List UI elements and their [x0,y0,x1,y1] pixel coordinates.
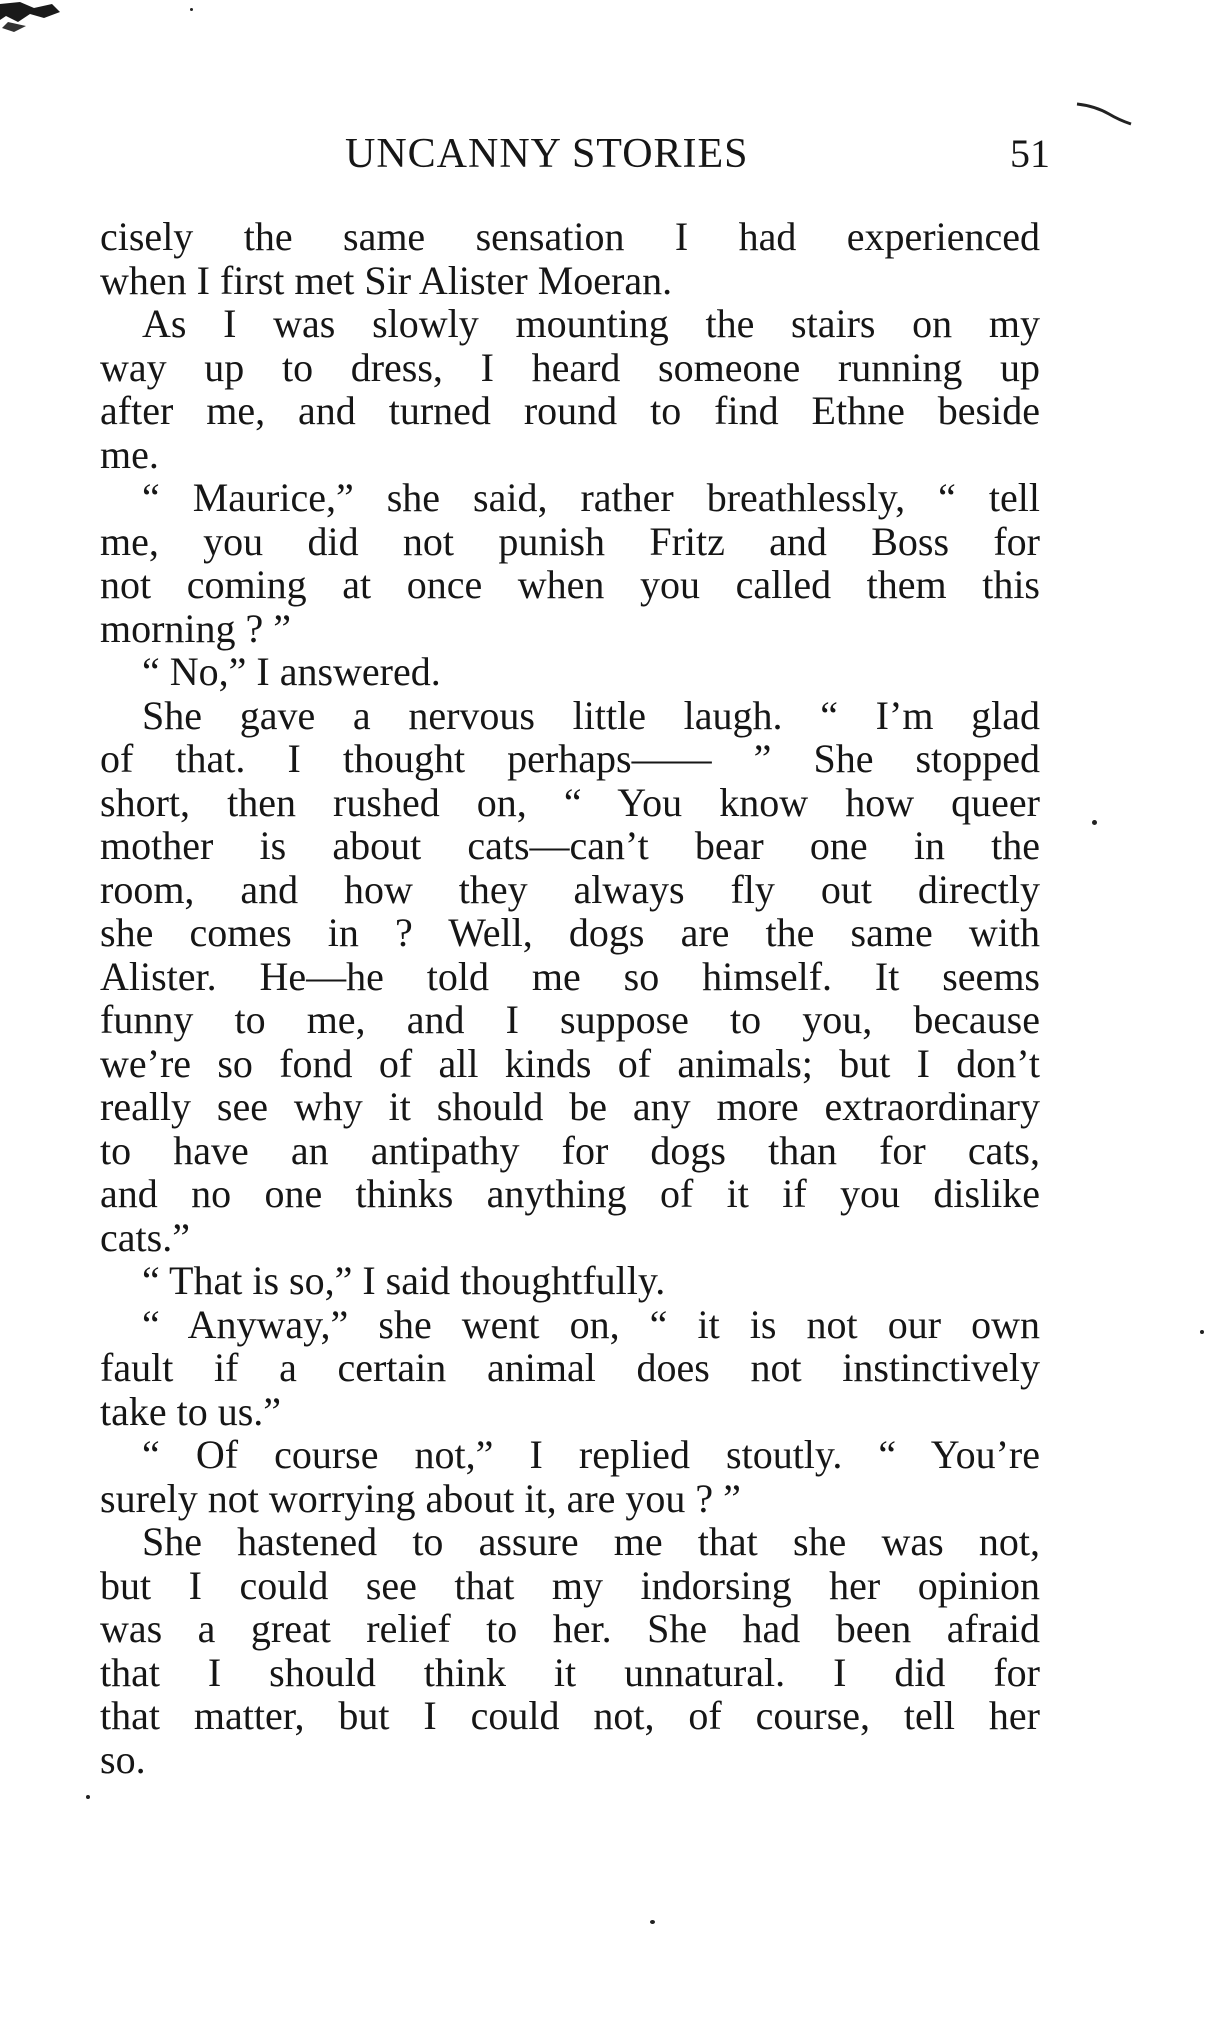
text-line: cats.” [100,1214,190,1260]
text-line: way up to dress, I heard someone running up [100,344,1040,390]
text-line: take to us.” [100,1388,282,1434]
text-line: Alister. He—he told me so himself. It seems [100,953,1040,999]
text-line: after me, and turned round to find Ethne beside [100,388,1040,433]
text-line: surely not worrying about it, are you ? ” [100,1475,741,1521]
scan-speck [1092,820,1097,825]
scan-speck [1200,1330,1204,1334]
text-line: of that. I thought perhaps—— ” She stopped [100,736,1040,781]
running-title: UNCANNY STORIES [345,131,749,177]
text-line: me. [100,431,159,477]
text-line: morning ? ” [100,605,292,651]
text-line: when I first met Sir Alister Moeran. [100,257,673,303]
text-line: she comes in ? Well, dogs are the same with [100,910,1040,955]
text-line: mother is about cats—can’t bear one in the [100,823,1040,868]
scan-mark [1075,100,1135,130]
text-line: “ Anyway,” she went on, “ it is not our own [142,1301,1040,1347]
text-line: short, then rushed on, “ You know how queer [100,779,1040,825]
scan-speck [190,8,193,11]
text-line: really see why it should be any more extraordinary [100,1084,1040,1129]
text-line: and no one thinks anything of it if you dislike [100,1171,1040,1216]
text-line: that I should think it unnatural. I did for [100,1649,1040,1695]
printer-ornament-smudge [0,0,90,36]
text-line: but I could see that my indorsing her opinion [100,1562,1040,1608]
page-header [100,128,1060,180]
text-line: that matter, but I could not, of course, tell her [100,1693,1040,1738]
text-line: so. [100,1736,146,1782]
page-number: 51 [1010,131,1050,176]
scan-speck [650,1920,655,1924]
text-line: to have an antipathy for dogs than for cats, [100,1127,1040,1173]
text-line: As I was slowly mounting the stairs on my [142,301,1040,346]
text-line: room, and how they always fly out directly [100,866,1040,912]
body-text [100,215,1040,1781]
text-line: “ That is so,” I said thoughtfully. [142,1258,666,1303]
text-line: “ No,” I answered. [142,649,441,694]
text-line: not coming at once when you called them this [100,562,1040,607]
text-line: funny to me, and I suppose to you, because [100,997,1040,1042]
text-line: was a great relief to her. She had been afraid [100,1606,1040,1651]
text-line: me, you did not punish Fritz and Boss for [100,518,1040,564]
text-line: “ Maurice,” she said, rather breathlessly, “ tell [142,475,1040,520]
text-line: She hastened to assure me that she was not, [142,1519,1040,1564]
text-line: “ Of course not,” I replied stoutly. “ You’re [142,1432,1040,1477]
scan-speck [86,1795,90,1799]
text-line: we’re so fond of all kinds of animals; but I don’t [100,1040,1040,1086]
text-line: fault if a certain animal does not instinctively [100,1345,1040,1390]
text-line: cisely the same sensation I had experienced [100,214,1040,259]
text-line: She gave a nervous little laugh. “ I’m glad [142,692,1040,738]
